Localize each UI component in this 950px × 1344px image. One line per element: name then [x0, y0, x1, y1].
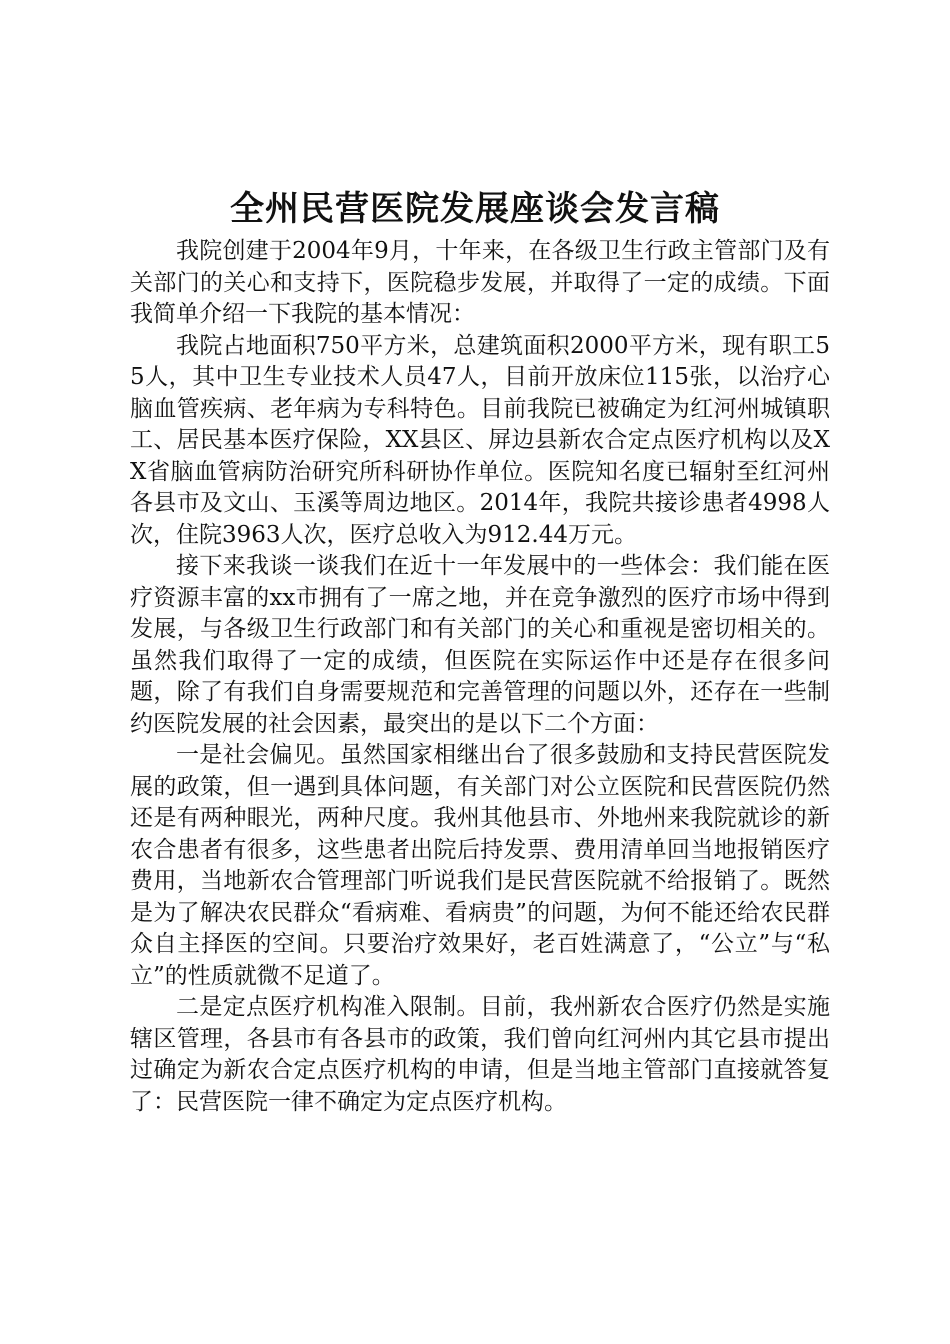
paragraph-introduction: 我院创建于2004年9月，十年来，在各级卫生行政主管部门及有关部门的关心和支持下，医院稳步发展，并取得了一定的成绩。下面我简单介绍一下我院的基本情况：	[130, 238, 830, 327]
paragraph-basic-info: 我院占地面积750平方米，总建筑面积2000平方米，现有职工55人，其中卫生专业技术人员47人，目前开放床位115张，以治疗心脑血管疾病、老年病为专科特色。目前我院已被确定为红河州城镇职工、居民基本医疗保险，XX县区、屏边县新农合定点医疗机构以及XX省脑血管病防治研究所科研协作单位。医院知名度已辐射至红河州各县市及文山、玉溪等周边地区。2014年，我院共接诊患者4998人次，住院3963人次，医疗总收入为912.44万元。	[130, 332, 830, 548]
document-body	[130, 236, 830, 1118]
paragraph-access-restriction: 二是定点医疗机构准入限制。目前，我州新农合医疗仍然是实施辖区管理，各县市有各县市的政策，我们曾向红河州内其它县市提出过确定为新农合定点医疗机构的申请，但是当地主管部门直接就答复了：民营医院一律不确定为定点医疗机构。	[130, 994, 830, 1115]
paragraph-experience: 接下来我谈一谈我们在近十一年发展中的一些体会：我们能在医疗资源丰富的xx市拥有了一席之地，并在竞争激烈的医疗市场中得到发展，与各级卫生行政部门和有关部门的关心和重视是密切相关的。虽然我们取得了一定的成绩，但医院在实际运作中还是存在很多问题，除了有我们自身需要规范和完善管理的问题以外，还存在一些制约医院发展的社会因素，最突出的是以下二个方面：	[130, 553, 830, 737]
paragraph-social-bias: 一是社会偏见。虽然国家相继出台了很多鼓励和支持民营医院发展的政策，但一遇到具体问题，有关部门对公立医院和民营医院仍然还是有两种眼光，两种尺度。我州其他县市、外地州来我院就诊的新农合患者有很多，这些患者出院后持发票、费用清单回当地报销医疗费用，当地新农合管理部门听说我们是民营医院就不给报销了。既然是为了解决农民群众“看病难、看病贵”的问题，为何不能还给农民群众自主择医的空间。只要治疗效果好，老百姓满意了，“公立”与“私立”的性质就微不足道了。	[130, 742, 830, 989]
document-title: 全州民营医院发展座谈会发言稿	[230, 189, 720, 229]
